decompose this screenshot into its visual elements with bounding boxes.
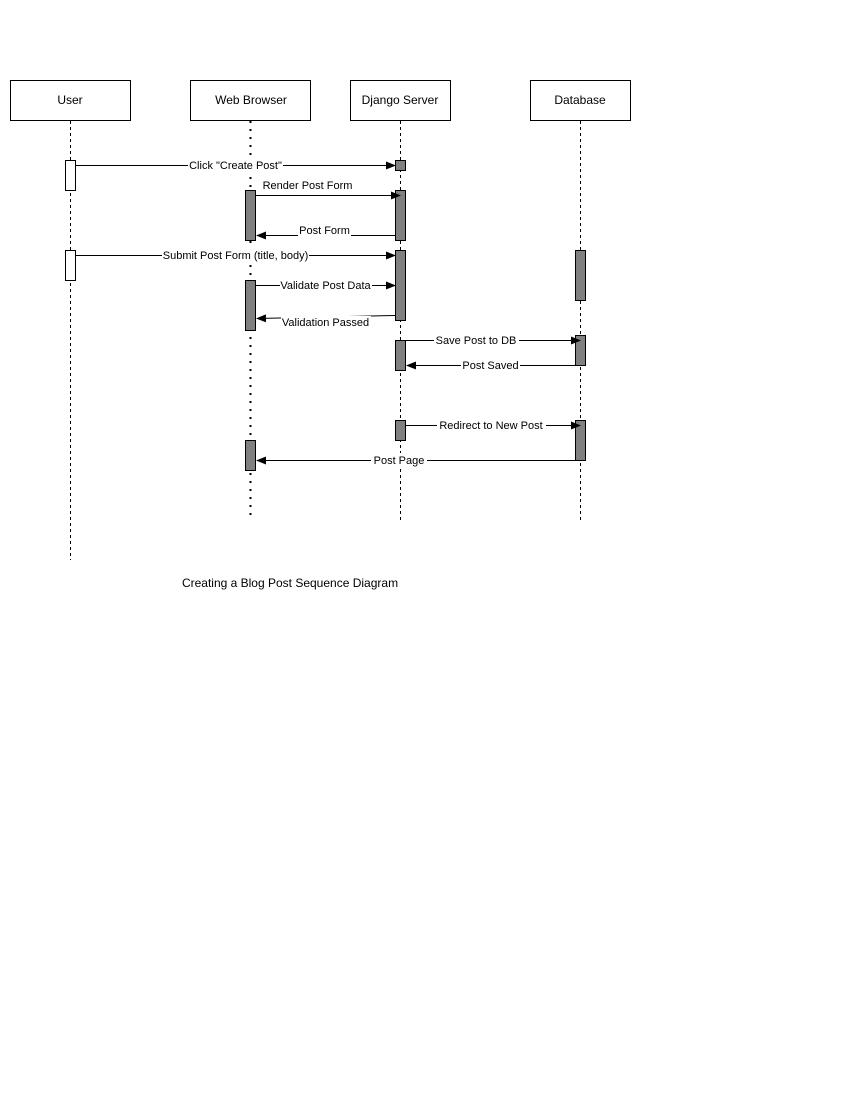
activation-server-1 bbox=[396, 161, 406, 171]
activation-server-2 bbox=[396, 191, 406, 241]
activation-database-3 bbox=[576, 421, 586, 461]
participant-label: User bbox=[57, 93, 83, 107]
message-label: Post Saved bbox=[462, 360, 519, 372]
activation-database-1 bbox=[576, 251, 586, 301]
participant-web-browser bbox=[191, 81, 311, 121]
message-label: Click "Create Post" bbox=[189, 160, 282, 172]
message-label: Validation Passed bbox=[281, 317, 370, 329]
activation-server-3 bbox=[396, 251, 406, 321]
participant-django-server bbox=[351, 81, 451, 121]
activation-server-4 bbox=[396, 341, 406, 371]
diagram-title: Creating a Blog Post Sequence Diagram bbox=[181, 576, 399, 590]
activation-browser-2 bbox=[246, 281, 256, 331]
message-label: Submit Post Form (title, body) bbox=[162, 250, 309, 262]
participant-label: Django Server bbox=[361, 93, 439, 107]
activation-browser-3 bbox=[246, 441, 256, 471]
participant-database bbox=[531, 81, 631, 121]
participant-label: Web Browser bbox=[215, 93, 287, 107]
participant-label: Database bbox=[554, 93, 606, 107]
participant-user bbox=[11, 81, 131, 121]
activation-browser-1 bbox=[246, 191, 256, 241]
activation-server-5 bbox=[396, 421, 406, 441]
activation-user-1 bbox=[66, 161, 76, 191]
message-label: Render Post Form bbox=[262, 180, 353, 192]
message-label: Validate Post Data bbox=[280, 280, 371, 292]
message-label: Redirect to New Post bbox=[439, 420, 543, 432]
activation-user-2 bbox=[66, 251, 76, 281]
message-label: Post Form bbox=[299, 225, 350, 237]
message-label: Post Page bbox=[373, 455, 425, 467]
message-label: Save Post to DB bbox=[435, 335, 517, 347]
